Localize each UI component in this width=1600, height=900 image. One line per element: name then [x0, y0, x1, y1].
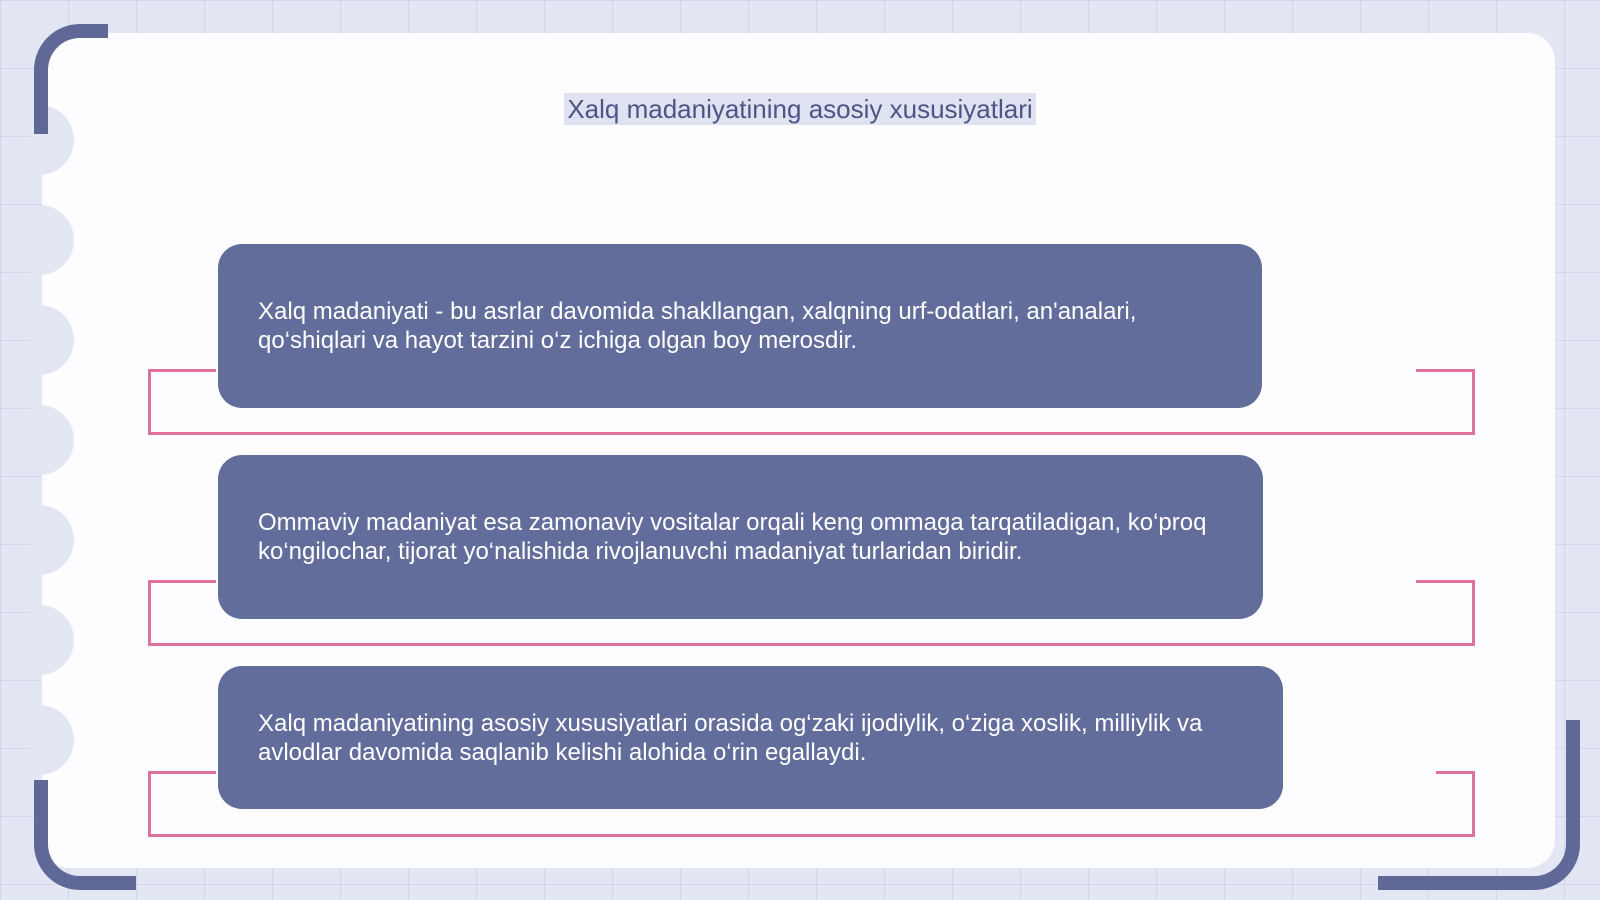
info-card: [218, 244, 1262, 408]
info-card: [218, 666, 1283, 809]
corner-bracket-bottom-left: [34, 780, 136, 890]
slide-title: [0, 94, 1600, 125]
slide-title-text: Xalq madaniyatining asosiy xususiyatlari: [564, 93, 1035, 125]
info-card-text: Xalq madaniyati - bu asrlar davomida shakllangan, xalqning urf-odatlari, an'analari, qo‘shiqlari va hayot tarzini o‘z ichiga olgan boy merosdir.: [258, 298, 1137, 354]
info-card-text: Ommaviy madaniyat esa zamonaviy vositalar orqali keng ommaga tarqatiladigan, ko‘proq ko‘ngilochar, tijorat yo‘nalishida rivojlanuvchi madaniyat turlaridan biridir.: [258, 509, 1207, 565]
info-card: [218, 455, 1263, 619]
info-card-text: Xalq madaniyatining asosiy xususiyatlari orasida og‘zaki ijodiylik, o‘ziga xoslik, milliylik va avlodlar davomida saqlanib kelishi alohida o‘rin egallaydi.: [258, 709, 1203, 766]
